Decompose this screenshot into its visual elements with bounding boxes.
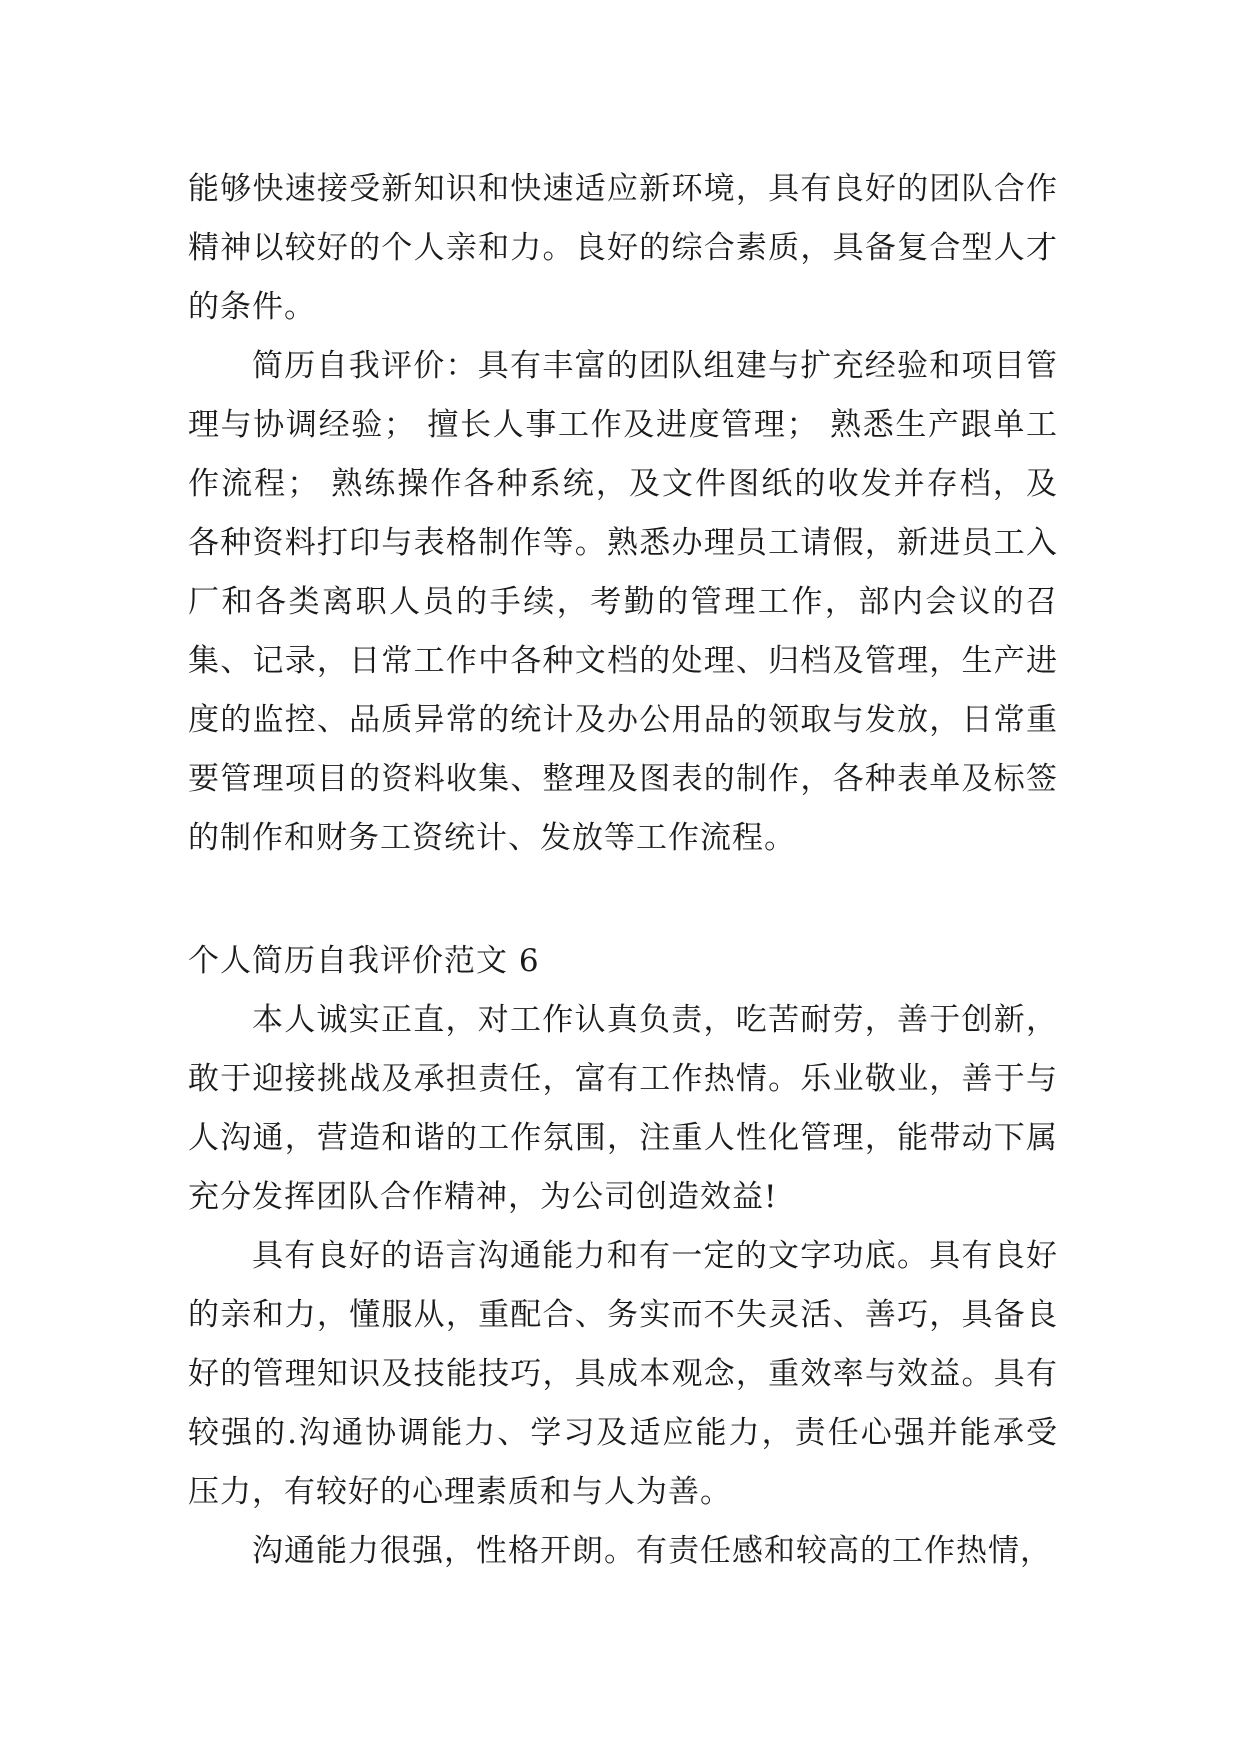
document-body [188,160,1058,1581]
paragraph: 具有良好的语言沟通能力和有一定的文字功底。具有良好的亲和力，懂服从，重配合、务实而不失灵活、善巧，具备良好的管理知识及技能技巧，具成本观念，重效率与效益。具有较强的.沟通协调能力、学习及适应能力，责任心强并能承受压力，有较好的心理素质和与人为善。 [188,1238,1058,1510]
paragraph: 能够快速接受新知识和快速适应新环境，具有良好的团队合作精神以较好的个人亲和力。良好的综合素质，具备复合型人才的条件。 [188,171,1058,325]
paragraph: 沟通能力很强，性格开朗。有责任感和较高的工作热情， [252,1533,1052,1569]
paragraph: 本人诚实正直，对工作认真负责，吃苦耐劳，善于创新，敢于迎接挑战及承担责任，富有工作热情。乐业敬业，善于与人沟通，营造和谐的工作氛围，注重人性化管理，能带动下属充分发挥团队合作精神，为公司创造效益! [188,1002,1058,1215]
section-heading: 个人简历自我评价范文 6 [188,943,540,979]
paragraph: 简历自我评价：具有丰富的团队组建与扩充经验和项目管理与协调经验； 擅长人事工作及进度管理； 熟悉生产跟单工作流程； 熟练操作各种系统，及文件图纸的收发并存档，及各种资料打印与表格制作等。熟悉办理员工请假，新进员工入厂和各类离职人员的手续，考勤的管理工作，部内会议的召集、记录，日常工作中各种文档的处理、归档及管理，生产进度的监控、品质异常的统计及办公用品的领取与发放，日常重要管理项目的资料收集、整理及图表的制作，各种表单及标签的制作和财务工资统计、发放等工作流程。 [188,348,1058,856]
